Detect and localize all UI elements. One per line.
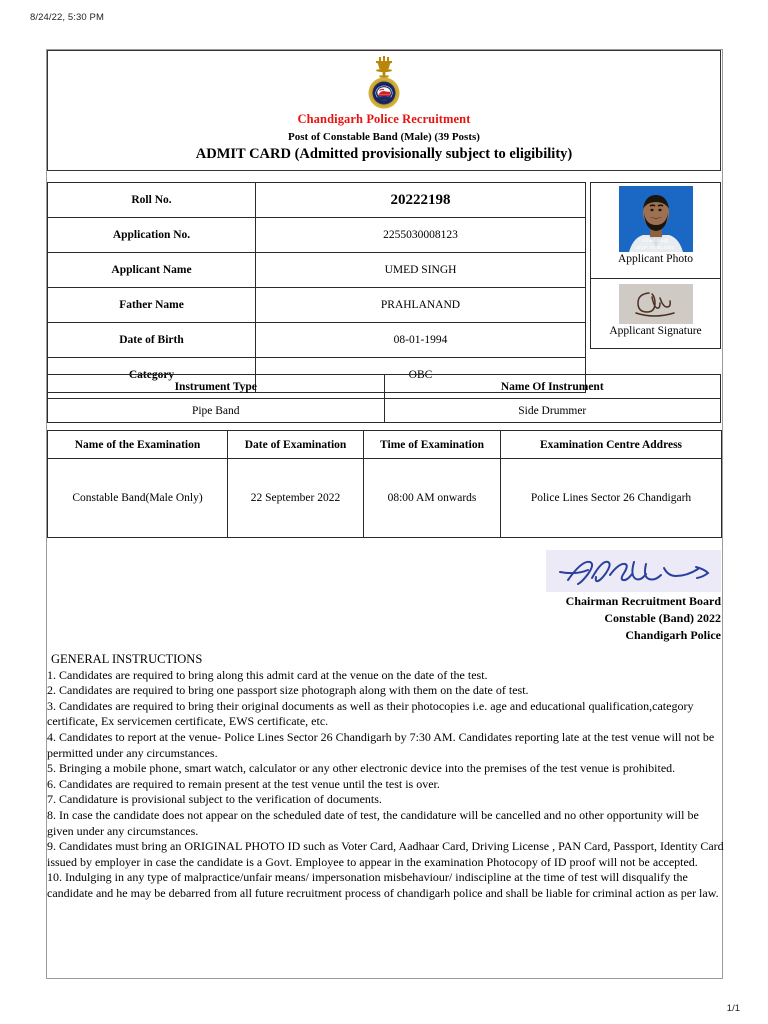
detail-label-date-of-birth: Date of Birth — [48, 323, 256, 358]
organization-title: Chandigarh Police Recruitment — [297, 112, 471, 126]
detail-label-category: Category — [48, 358, 256, 393]
photo-overlay-name: Umed Singh — [642, 238, 669, 243]
applicant-signature-cell — [590, 278, 721, 349]
instruction-item-5: 5. Bringing a mobile phone, smart watch, calculator or any other electronic device into the premises of the test venue is prohibited. — [47, 761, 676, 776]
applicant-photo-icon — [619, 186, 693, 252]
instruction-item-3: 3. Candidates are required to bring their original documents as well as their photocopies i.e. age and educational qualification,category certificate, Ex servicemen certificate, EWS certificate, etc. — [47, 698, 694, 729]
general-instructions — [47, 652, 725, 902]
page-indicator: 1/1 — [726, 1003, 740, 1014]
applicant-media-panel — [590, 182, 721, 349]
instrument-name-header: Name Of Instrument — [384, 375, 721, 399]
instrument-type-header: Instrument Type — [48, 375, 385, 399]
instruction-item-6: 6. Candidates are required to remain present at the test venue until the test is over. — [47, 776, 440, 791]
examination-table — [47, 430, 722, 538]
emblem-wrap — [48, 55, 720, 111]
table-row — [48, 399, 721, 423]
detail-label-father-name: Father Name — [48, 288, 256, 323]
chairman-handwritten-signature-icon — [546, 550, 721, 592]
chairman-line-2: Constable (Band) 2022 — [604, 611, 721, 625]
instruction-item-7: 7. Candidature is provisional subject to the verification of documents. — [47, 792, 382, 807]
post-title: Post of Constable Band (Male) (39 Posts) — [288, 131, 480, 143]
detail-label-application-no: Application No. — [48, 218, 256, 253]
table-row — [48, 253, 586, 288]
photo-overlay-date: DOP: 01.06.2022 — [637, 245, 674, 250]
detail-value-roll-no: 20222198 — [256, 183, 586, 218]
instruction-item-4: 4. Candidates to report at the venue- Police Lines Sector 26 Chandigarh by 7:30 AM. Candidates reporting late at the test venue will not be permitted under any circumstances. — [47, 729, 715, 760]
detail-value-category: OBC — [256, 358, 586, 393]
instrument-table — [47, 374, 721, 423]
applicant-photo-label: Applicant Photo — [617, 253, 694, 265]
admit-card-header — [47, 50, 721, 171]
table-row — [48, 323, 586, 358]
candidate-details-table — [47, 182, 586, 393]
applicant-photo-cell — [590, 182, 721, 279]
admit-card-title: ADMIT CARD (Admitted provisionally subject to eligibility) — [195, 146, 573, 162]
detail-value-applicant-name: UMED SINGH — [256, 253, 586, 288]
chairman-line-3: Chandigarh Police — [625, 628, 721, 642]
chairman-signature-icon — [546, 550, 721, 592]
chandigarh-police-emblem-icon — [352, 55, 416, 111]
instruction-item-1: 1. Candidates are required to bring along this admit card at the venue on the date of the test. — [47, 667, 488, 682]
applicant-signature-label: Applicant Signature — [609, 324, 702, 337]
table-header-row — [48, 375, 721, 399]
table-row — [48, 459, 722, 538]
instrument-name-value: Side Drummer — [384, 399, 721, 423]
instruction-item-2: 2. Candidates are required to bring one passport size photograph along with them on the date of test. — [47, 683, 529, 698]
instruction-item-9: 9. Candidates must bring an ORIGINAL PHOTO ID such as Voter Card, Aadhaar Card, Driving License , PAN Card, Passport, Identity Card issued by employer in case the candidate is a Govt. Employee to appear in the examination Photocopy of ID proof will not be accepted. — [47, 839, 724, 869]
exam-date-header: Date of Examination — [228, 431, 364, 459]
exam-name-header: Name of the Examination — [48, 431, 228, 459]
chairman-signature-block — [430, 550, 721, 643]
detail-value-father-name: PRAHLANAND — [256, 288, 586, 323]
table-row — [48, 288, 586, 323]
detail-label-roll-no: Roll No. — [48, 183, 256, 218]
instrument-type-value: Pipe Band — [48, 399, 385, 423]
instruction-item-10: 10. Indulging in any type of malpractice/unfair means/ impersonation misbehaviour/ indiscipline at the time of test will disqualify the candidate and he may be debarred from all future recruitment process of chandigarh police and shall be liable for criminal action as per law. — [47, 870, 719, 900]
chairman-line-1: Chairman Recruitment Board — [565, 594, 721, 608]
applicant-signature-icon — [619, 284, 693, 324]
exam-time-value: 08:00 AM onwards — [364, 459, 501, 538]
instruction-item-8: 8. In case the candidate does not appear on the scheduled date of test, the candidature will be cancelled and no other opportunity will be given under any circumstances. — [47, 807, 699, 838]
exam-date-value: 22 September 2022 — [228, 459, 364, 538]
exam-time-header: Time of Examination — [364, 431, 501, 459]
table-header-row — [48, 431, 722, 459]
exam-centre-value: Police Lines Sector 26 Chandigarh — [501, 459, 722, 538]
exam-name-value: Constable Band(Male Only) — [48, 459, 228, 538]
browser-timestamp: 8/24/22, 5:30 PM — [30, 12, 104, 23]
detail-value-date-of-birth: 08-01-1994 — [256, 323, 586, 358]
table-row — [48, 218, 586, 253]
instructions-title: GENERAL INSTRUCTIONS — [51, 652, 203, 666]
exam-centre-header: Examination Centre Address — [501, 431, 722, 459]
handwritten-signature-icon — [619, 284, 693, 324]
table-row — [48, 183, 586, 218]
detail-label-applicant-name: Applicant Name — [48, 253, 256, 288]
detail-value-application-no: 2255030008123 — [256, 218, 586, 253]
